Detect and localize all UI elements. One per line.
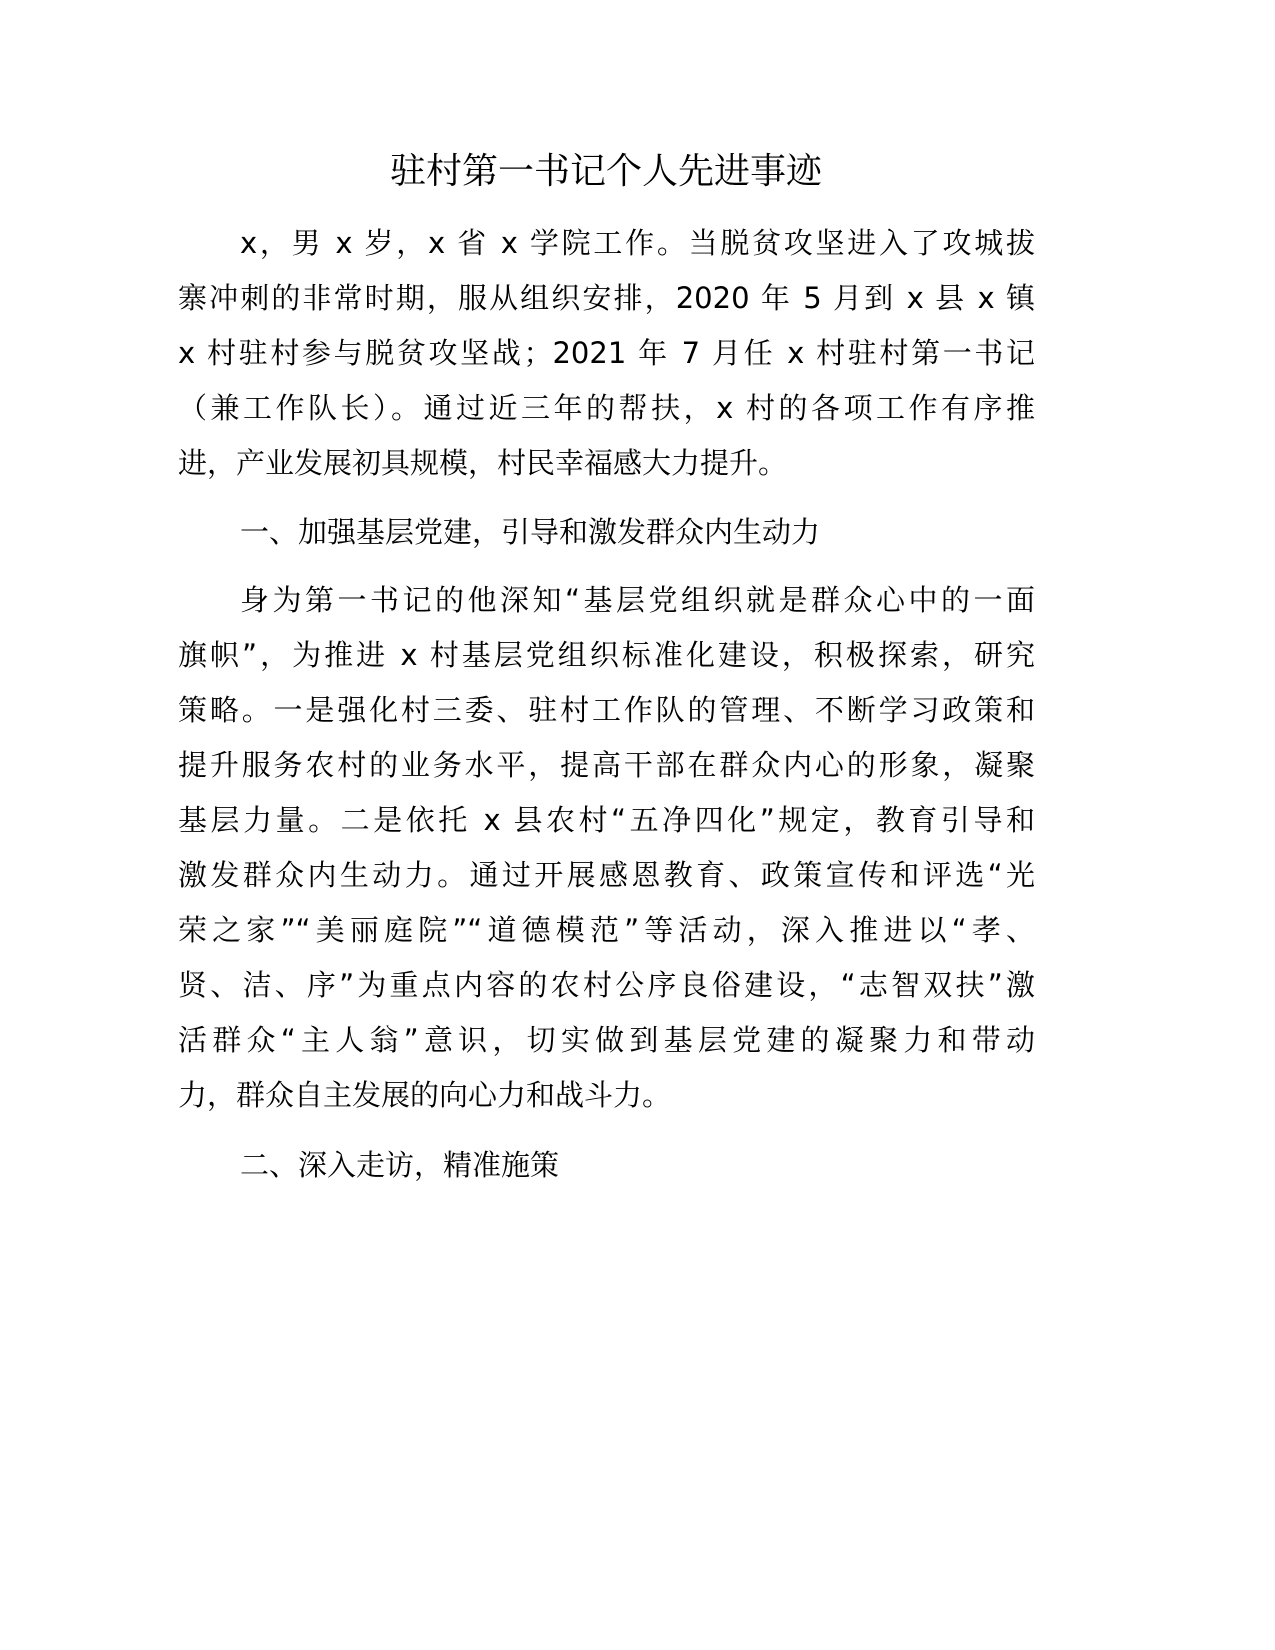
text-line: 旗帜”，为推进 x 村基层党组织标准化建设，积极探索，研究 (178, 638, 1035, 672)
text-line: x，男 x 岁，x 省 x 学院工作。当脱贫攻坚进入了攻城拔 (240, 226, 1035, 260)
heading-text: 二、深入走访，精准施策 (240, 1148, 560, 1182)
text-line: 贤、洁、序”为重点内容的农村公序良俗建设，“志智双扶”激 (178, 968, 1035, 1002)
text-line: 活群众“主人翁”意识，切实做到基层党建的凝聚力和带动 (178, 1023, 1035, 1057)
text-line: 寨冲刺的非常时期，服从组织安排，2020 年 5 月到 x 县 x 镇 (178, 281, 1035, 315)
text-line: 策略。一是强化村三委、驻村工作队的管理、不断学习政策和 (178, 693, 1035, 727)
paragraph-intro (178, 216, 1035, 491)
text-line: 荣之家”“美丽庭院”“道德模范”等活动，深入推进以“孝、 (178, 913, 1035, 947)
text-line: （兼工作队长）。通过近三年的帮扶，x 村的各项工作有序推 (178, 391, 1035, 425)
heading-text: 一、加强基层党建，引导和激发群众内生动力 (240, 515, 821, 549)
text-line: 身为第一书记的他深知“基层党组织就是群众心中的一面 (240, 583, 1035, 617)
text-line: 基层力量。二是依托 x 县农村“五净四化”规定，教育引导和 (178, 803, 1035, 837)
text-line: x 村驻村参与脱贫攻坚战；2021 年 7 月任 x 村驻村第一书记 (178, 336, 1035, 370)
paragraph-party-building (178, 573, 1035, 1123)
text-line: 激发群众内生动力。通过开展感恩教育、政策宣传和评选“光 (178, 858, 1035, 892)
text-line: 进，产业发展初具规模，村民幸福感大力提升。 (178, 446, 788, 480)
section-heading-1 (178, 505, 1035, 560)
section-heading-2 (178, 1138, 1035, 1193)
text-line: 力，群众自主发展的向心力和战斗力。 (178, 1078, 672, 1112)
document-title: 驻村第一书记个人先进事迹 (389, 151, 822, 192)
text-line: 提升服务农村的业务水平，提高干部在群众内心的形象，凝聚 (178, 748, 1035, 782)
